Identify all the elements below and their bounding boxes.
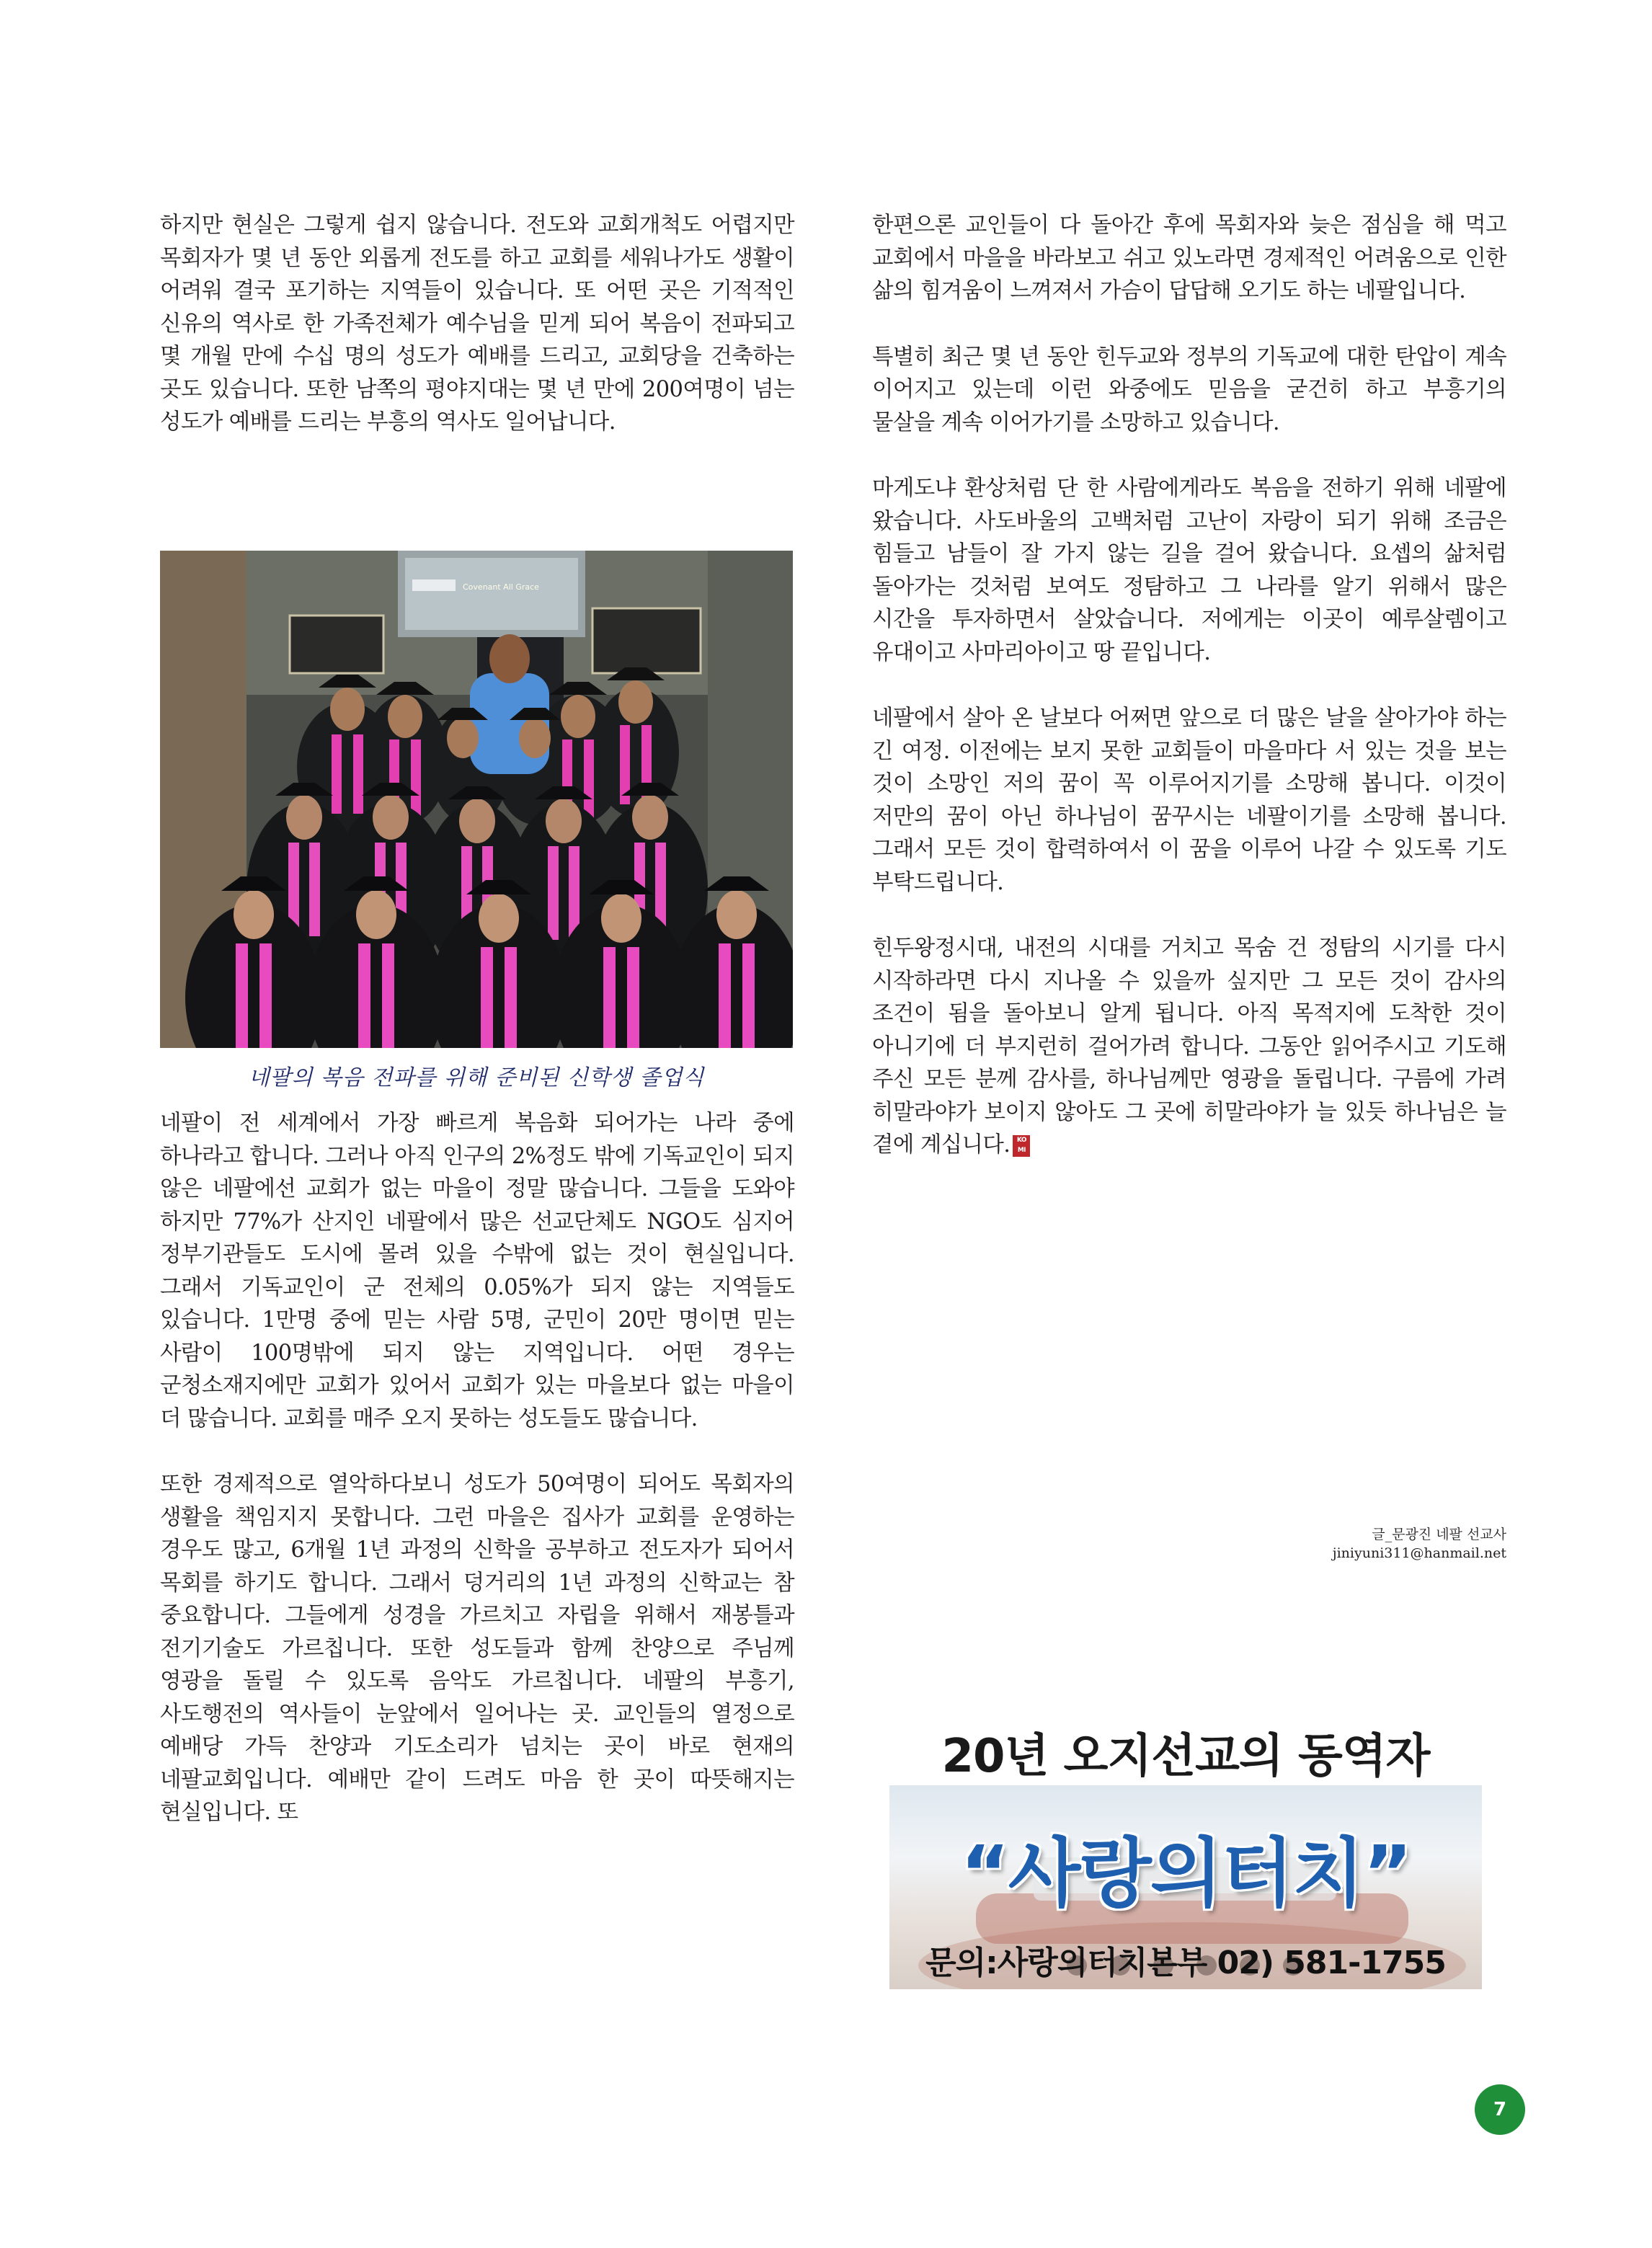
page-number: 7 [1475, 2084, 1525, 2135]
advertisement [889, 1719, 1482, 1989]
ad-title: 20년 오지선교의 동역자 [941, 1730, 1430, 1783]
paragraph: 마게도냐 환상처럼 단 한 사람에게라도 복음을 전하기 위해 네팔에 왔습니다. 사도바울의 고백처럼 고난이 자랑이 되기 위해 조금은 힘들고 남들이 잘 가지 않는 길을 걸어 왔습니다. 요셉의 삶처럼 돌아가는 것처럼 보여도 정탐하고 그 나라를 알기 위해서 많은 시간을 투자하면서 살았습니다. 저에게는 이곳이 예루살렘이고 유대이고 사마리아이고 땅 끝입니다. [872, 476, 1506, 665]
paragraph-final [872, 932, 1506, 1162]
byline-email: jiniyuni311@hanmail.net [1332, 1545, 1506, 1561]
left-column-top [160, 209, 794, 439]
final-paragraph-text: 힌두왕정시대, 내전의 시대를 거치고 목숨 건 정탐의 시기를 다시 시작하라면 다시 지나올 수 있을까 싶지만 그 모든 것이 감사의 조건이 됨을 돌아보니 알게 됩니다. 아직 목적지에 도착한 것이 아니기에 더 부지런히 걸어가려 합니다. 그동안 읽어주시고 기도해 주신 모든 분께 감사를, 하나님께만 영광을 돌립니다. 구름에 가려 히말라야가 보이지 않아도 그 곳에 히말라야가 늘 있듯 하나님은 늘 곁에 계십니다. [872, 936, 1506, 1158]
ad-slogan: “사랑의터치” [960, 1829, 1411, 1917]
komi-end-mark-icon: KO MI [1013, 1135, 1030, 1157]
graduation-photo [160, 551, 793, 1048]
paragraph: 하지만 현실은 그렇게 쉽지 않습니다. 전도와 교회개척도 어렵지만 목회자가 몇 년 동안 외롭게 전도를 하고 교회를 세워나가도 생활이 어려워 결국 포기하는 지역들이 있습니다. 또 어떤 곳은 기적적인 신유의 역사로 한 가족전체가 예수님을 믿게 되어 복음이 전파되고 몇 개월 만에 수십 명의 성도가 예배를 드리고, 교회당을 건축하는 곳도 있습니다. 또한 남쪽의 평야지대는 몇 년 만에 200여명이 넘는 성도가 예배를 드리는 부흥의 역사도 일어납니다. [160, 213, 794, 435]
byline-author: 글_문광진 네팔 선교사 [1372, 1527, 1506, 1542]
right-column [872, 209, 1506, 1162]
paragraph: 네팔에서 살아 온 날보다 어쩌면 앞으로 더 많은 날을 살아가야 하는 긴 여정. 이전에는 보지 못한 교회들이 마을마다 서 있는 것을 보는 것이 소망인 저의 꿈이 꼭 이루어지기를 소망해 봅니다. 이것이 저만의 꿈이 아닌 하나님이 꿈꾸시는 네팔이기를 소망해 봅니다. 그래서 모든 것이 합력하여서 이 꿈을 이루어 나갈 수 있도록 기도 부탁드립니다. [872, 706, 1506, 895]
paragraph: 네팔이 전 세계에서 가장 빠르게 복음화 되어가는 나라 중에 하나라고 합니다. 그러나 아직 인구의 2%정도 밖에 기독교인이 되지 않은 네팔에선 교회가 없는 마을이 정말 많습니다. 그들을 도와야 하지만 77%가 산지인 네팔에서 많은 선교단체도 NGO도 심지어 정부기관들도 도시에 몰려 있을 수밖에 없는 것이 현실입니다. 그래서 기독교인이 군 전체의 0.05%가 되지 않는 지역들도 있습니다. 1만명 중에 믿는 사람 5명, 군민이 20만 명이면 믿는 사람이 100명밖에 되지 않는 지역입니다. 어떤 경우는 군청소재지에만 교회가 있어서 교회가 있는 마을보다 없는 마을이 더 많습니다. 교회를 매주 오지 못하는 성도들도 많습니다. [160, 1111, 794, 1431]
paragraph: 한편으론 교인들이 다 돌아간 후에 목회자와 늦은 점심을 해 먹고 교회에서 마을을 바라보고 쉬고 있노라면 경제적인 어려움으로 인한 삶의 힘겨움이 느껴져서 가슴이 답답해 오기도 하는 네팔입니다. [872, 213, 1506, 303]
building-sign-text: Covenant All Grace [463, 582, 539, 592]
left-column-bottom [160, 1107, 794, 1829]
paragraph: 또한 경제적으로 열악하다보니 성도가 50여명이 되어도 목회자의 생활을 책임지지 못합니다. 그런 마을은 집사가 교회를 운영하는 경우도 많고, 6개월 1년 과정의 신학을 공부하고 전도자가 되어서 목회를 하기도 합니다. 그래서 덩거리의 1년 과정의 신학교는 참 중요합니다. 그들에게 성경을 가르치고 자립을 위해서 재봉틀과 전기기술도 가르칩니다. 또한 성도들과 함께 찬양으로 주님께 영광을 돌릴 수 있도록 음악도 가르칩니다. 네팔의 부흥기, 사도행전의 역사들이 눈앞에서 일어나는 곳. 교인들의 열정으로 예배당 가득 찬양과 기도소리가 넘치는 곳이 바로 현재의 네팔교회입니다. 예배만 같이 드려도 마음 한 곳이 따뜻해지는 현실입니다. 또 [160, 1472, 794, 1825]
ad-contact: 문의:사랑의터치본부 02) 581-1755 [925, 1945, 1446, 1981]
photo-caption: 네팔의 복음 전파를 위해 준비된 신학생 졸업식 [248, 1065, 705, 1090]
graduation-illustration [160, 551, 793, 1048]
byline [1153, 1525, 1506, 1563]
paragraph: 특별히 최근 몇 년 동안 힌두교와 정부의 기독교에 대한 탄압이 계속 이어지고 있는데 이런 와중에도 믿음을 굳건히 하고 부흥기의 물살을 계속 이어가기를 소망하고 있습니다. [872, 344, 1506, 435]
